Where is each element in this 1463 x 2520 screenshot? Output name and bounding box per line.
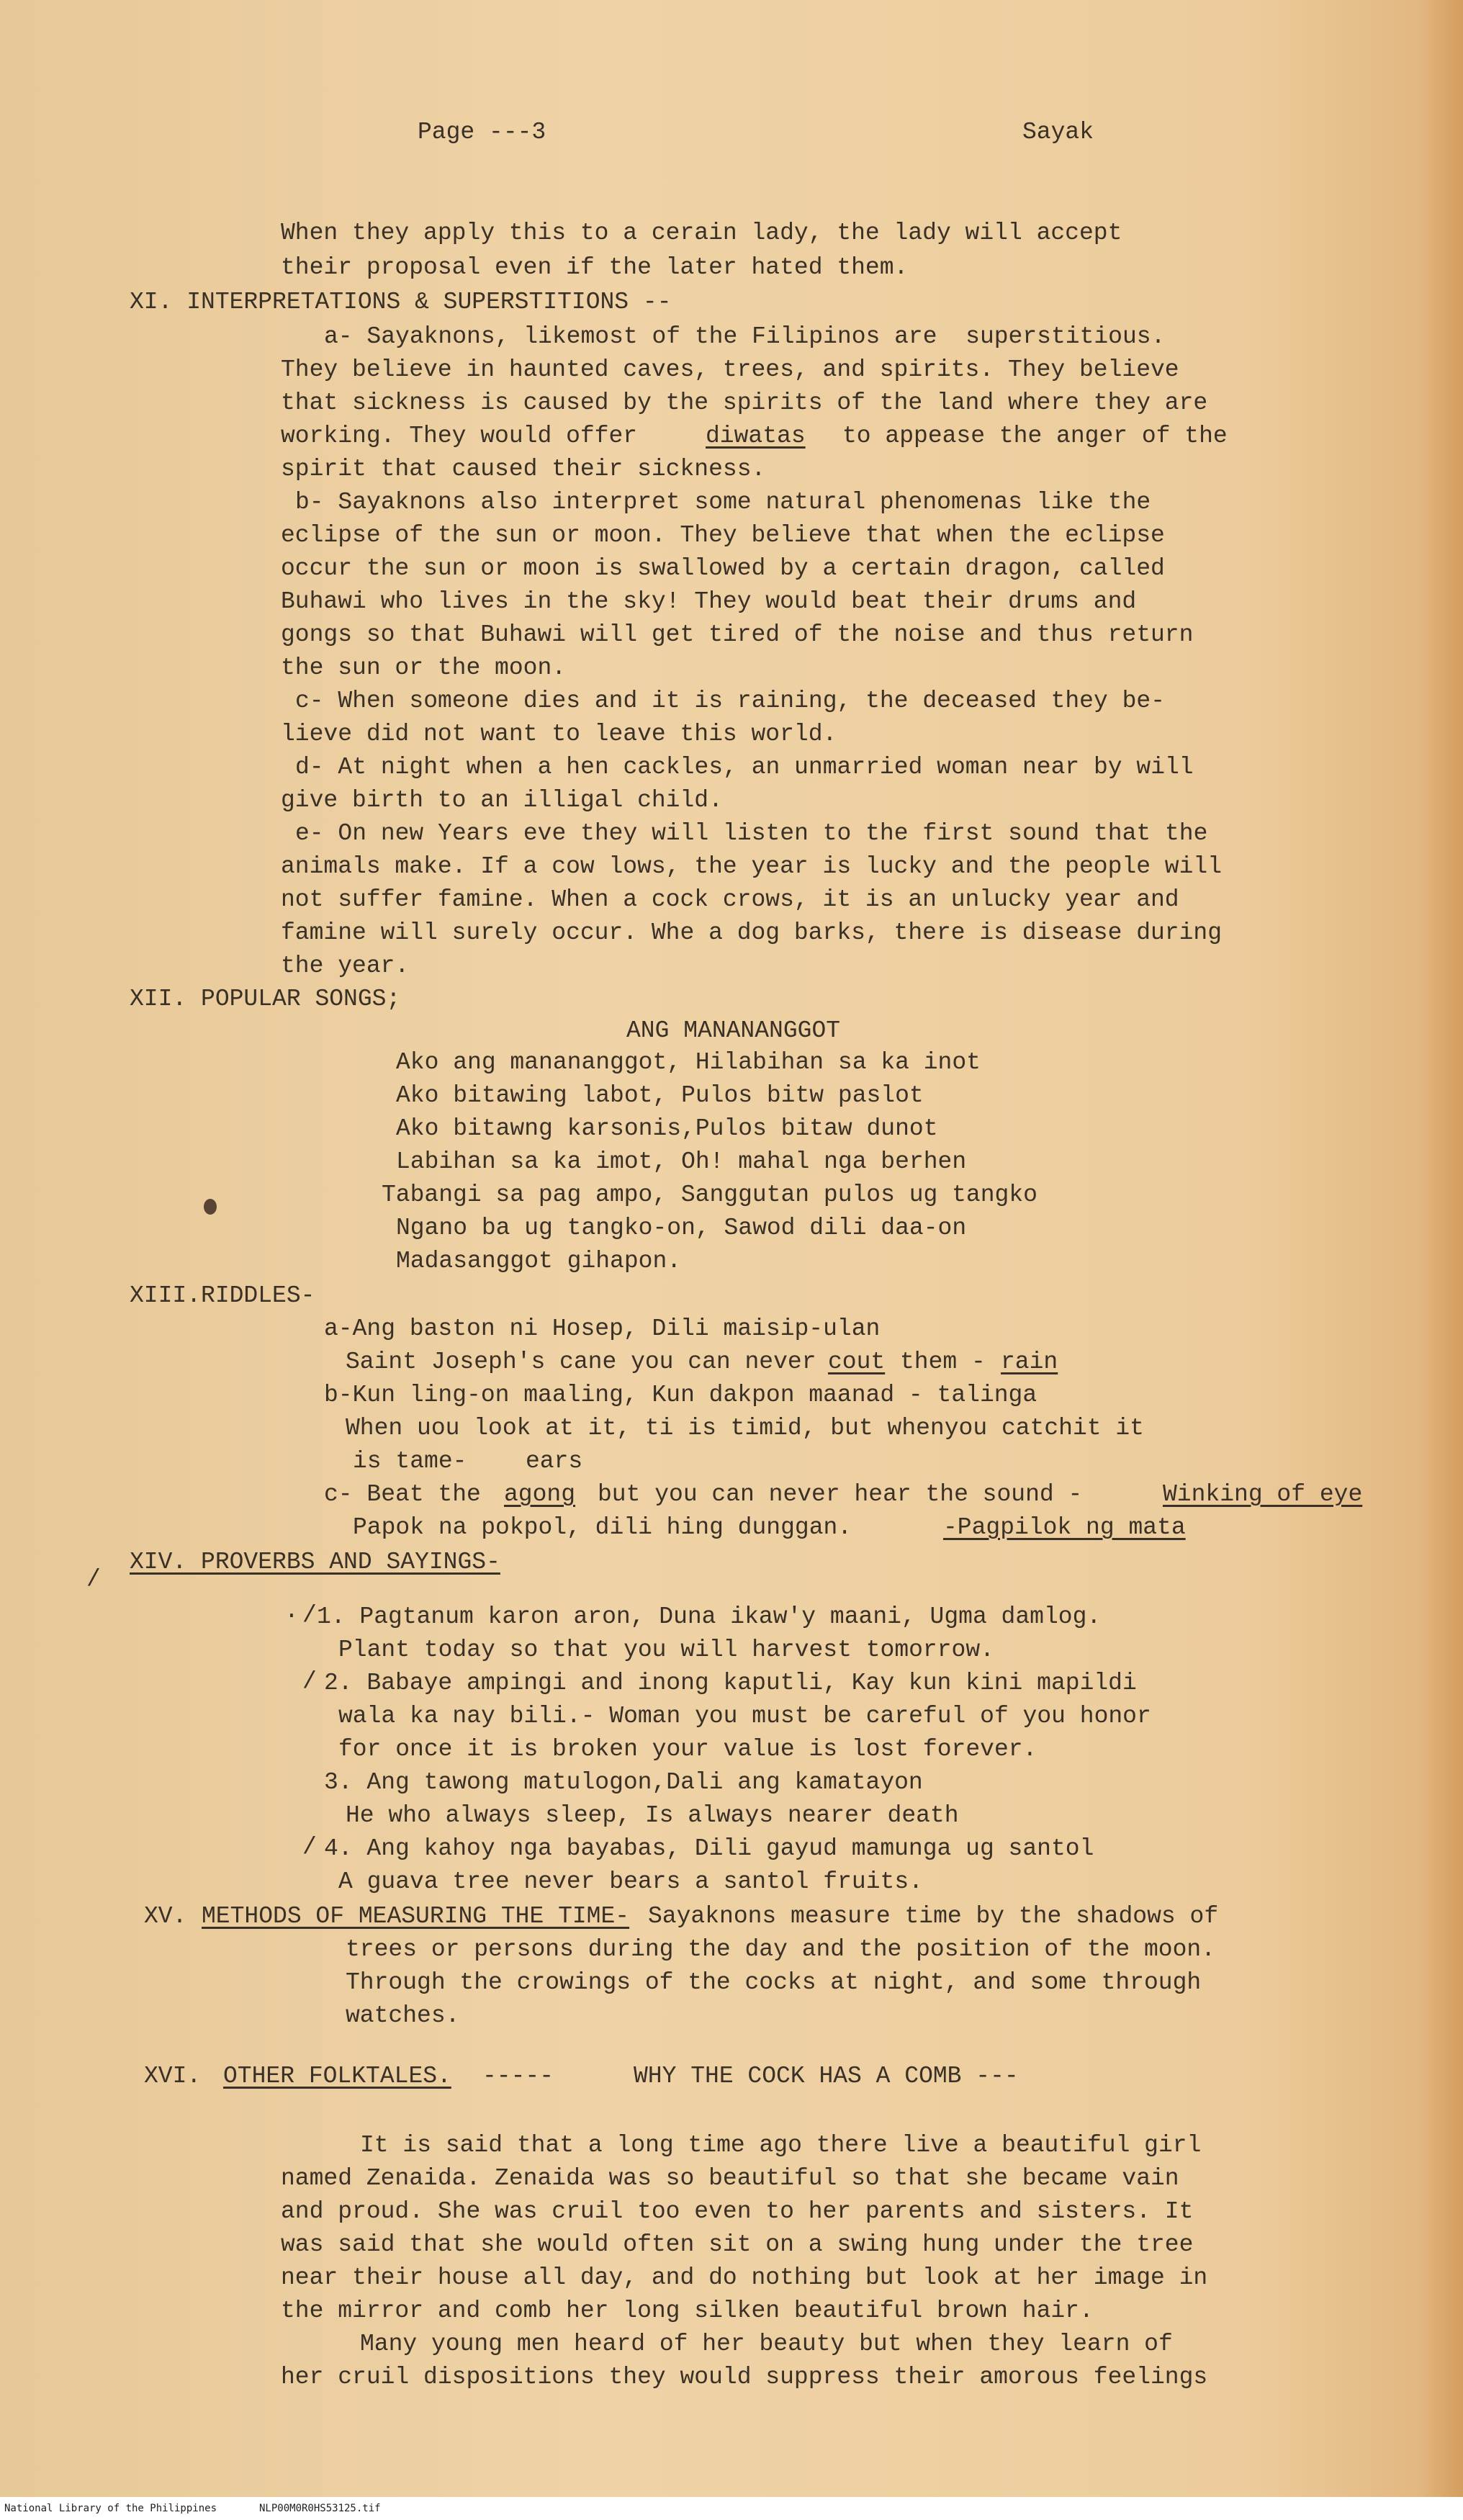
text-line: to appease the anger of the xyxy=(842,423,1228,449)
text-line: 2. Babaye ampingi and inong kaputli, Kay kun kini mapildi xyxy=(324,1670,1137,1696)
paper-stain xyxy=(1420,0,1463,2520)
underlined-word: cout xyxy=(828,1349,886,1375)
text-line: When uou look at it, ti is timid, but whenyou catchit it xyxy=(346,1415,1144,1441)
story-title: WHY THE COCK HAS A COMB --- xyxy=(634,2063,1019,2089)
song-line: Ako bitawng karsonis,Pulos bitaw dunot xyxy=(396,1115,938,1142)
text-line: near their house all day, and do nothing but look at her image in xyxy=(281,2264,1208,2291)
text-line: Plant today so that you will harvest tomorrow. xyxy=(338,1637,994,1663)
text-line: 3. Ang tawong matulogon,Dali ang kamatayon xyxy=(324,1769,923,1796)
song-line: Tabangi sa pag ampo, Sanggutan pulos ug tangko xyxy=(382,1182,1037,1208)
text-line: It is said that a long time ago there live a beautiful girl xyxy=(360,2132,1202,2159)
song-line: Madasanggot gihapon. xyxy=(396,1248,682,1274)
text-line: He who always sleep, Is always nearer death xyxy=(346,1802,959,1829)
section-number: XVI. xyxy=(144,2063,202,2089)
song-line: Ako ang manananggot, Hilabihan sa ka inot xyxy=(396,1049,981,1076)
text-line: the year. xyxy=(281,953,410,979)
section-heading: METHODS OF MEASURING THE TIME- xyxy=(202,1903,630,1930)
text-line: They believe in haunted caves, trees, and spirits. They believe xyxy=(281,356,1179,383)
text-line: watches. xyxy=(346,2002,460,2029)
ink-spot xyxy=(204,1199,217,1215)
text-line: animals make. If a cow lows, the year is lucky and the people will xyxy=(281,853,1223,880)
section-heading: OTHER FOLKTALES. xyxy=(223,2063,451,2089)
section-heading: XIV. PROVERBS AND SAYINGS- xyxy=(130,1549,500,1575)
text-line: famine will surely occur. Whe a dog barks, there is disease during xyxy=(281,919,1223,946)
text-line: give birth to an illigal child. xyxy=(281,787,723,814)
text-line: not suffer famine. When a cock crows, it is an unlucky year and xyxy=(281,886,1179,913)
text-line: working. They would offer xyxy=(281,423,638,449)
check-mark: / xyxy=(302,1668,317,1695)
section-number: XV. xyxy=(144,1903,187,1930)
underlined-word: rain xyxy=(1001,1349,1058,1375)
text-line: Buhawi who lives in the sky! They would beat their drums and xyxy=(281,588,1137,615)
text-line: trees or persons during the day and the position of the moon. xyxy=(346,1936,1215,1963)
text-line: for once it is broken your value is lost forever. xyxy=(338,1736,1037,1763)
text-line: e- On new Years eve they will listen to the first sound that the xyxy=(295,820,1208,847)
underlined-word: diwatas xyxy=(706,423,806,449)
check-mark: / xyxy=(302,1602,317,1629)
text-line: wala ka nay bili.- Woman you must be careful of you honor xyxy=(338,1703,1151,1729)
text-line: is tame- xyxy=(353,1448,467,1475)
text-line: lieve did not want to leave this world. xyxy=(281,721,837,747)
text-line: ----- xyxy=(482,2063,554,2089)
text-line: When they apply this to a cerain lady, the lady will accept xyxy=(281,220,1122,246)
text-line: a-Ang baston ni Hosep, Dili maisip-ulan xyxy=(324,1315,881,1342)
text-line: occur the sun or moon is swallowed by a certain dragon, called xyxy=(281,555,1165,582)
check-mark: / xyxy=(302,1834,317,1860)
text-line: Many young men heard of her beauty but when they learn of xyxy=(360,2331,1173,2357)
text-line: A guava tree never bears a santol fruits. xyxy=(338,1868,923,1895)
scan-footer xyxy=(0,2497,1463,2520)
text-line: 4. Ang kahoy nga bayabas, Dili gayud mamunga ug santol xyxy=(324,1835,1094,1862)
text-line: their proposal even if the later hated them. xyxy=(281,254,909,281)
text-line: named Zenaida. Zenaida was so beautiful so that she became vain xyxy=(281,2165,1179,2192)
section-heading: XII. POPULAR SONGS; xyxy=(130,986,401,1012)
text-line: spirit that caused their sickness. xyxy=(281,456,766,482)
footer-library: National Library of the Philippines xyxy=(4,2503,217,2514)
footer-file: NLP00M0R0HS53125.tif xyxy=(259,2503,381,2514)
text-line: was said that she would often sit on a swing hung under the tree xyxy=(281,2231,1194,2258)
text-line: and proud. She was cruil too even to her parents and sisters. It xyxy=(281,2198,1194,2225)
text-line: ears xyxy=(526,1448,583,1475)
text-line: b- Sayaknons also interpret some natural phenomenas like the xyxy=(295,489,1151,516)
underlined-word: -Pagpilok ng mata xyxy=(943,1514,1186,1541)
text-line: but you can never hear the sound - xyxy=(598,1481,1083,1508)
text-line: Sayaknons measure time by the shadows of xyxy=(648,1903,1219,1930)
text-line: c- When someone dies and it is raining, the deceased they be- xyxy=(295,688,1165,714)
song-title: ANG MANANANGGOT xyxy=(626,1017,841,1044)
text-line: eclipse of the sun or moon. They believe that when the eclipse xyxy=(281,522,1165,549)
text-line: Saint Joseph's cane you can never xyxy=(346,1349,816,1375)
margin-mark: / xyxy=(86,1566,101,1593)
text-line: the sun or the moon. xyxy=(281,654,567,681)
song-line: Ako bitawing labot, Pulos bitw paslot xyxy=(396,1082,924,1109)
text-line: d- At night when a hen cackles, an unmarried woman near by will xyxy=(295,754,1194,780)
text-line: them - xyxy=(900,1349,986,1375)
song-line: Ngano ba ug tangko-on, Sawod dili daa-on xyxy=(396,1215,967,1241)
song-line: Labihan sa ka imot, Oh! mahal nga berhen xyxy=(396,1148,967,1175)
text-line: her cruil dispositions they would suppress their amorous feelings xyxy=(281,2364,1208,2390)
text-line: a- Sayaknons, likemost of the Filipinos are superstitious. xyxy=(324,323,1166,350)
page-number: Page ---3 xyxy=(418,119,546,145)
section-heading: XIII.RIDDLES- xyxy=(130,1282,315,1309)
underlined-word: Winking of eye xyxy=(1163,1481,1363,1508)
section-heading: XI. INTERPRETATIONS & SUPERSTITIONS -- xyxy=(130,289,672,315)
text-line: Through the crowings of the cocks at night, and some through xyxy=(346,1969,1202,1996)
text-line: 1. Pagtanum karon aron, Duna ikaw'y maani, Ugma damlog. xyxy=(317,1603,1102,1630)
text-line: the mirror and comb her long silken beautiful brown hair. xyxy=(281,2298,1094,2324)
text-line: b-Kun ling-on maaling, Kun dakpon maanad - talinga xyxy=(324,1382,1037,1408)
underlined-word: agong xyxy=(504,1481,576,1508)
page-place: Sayak xyxy=(1022,119,1094,145)
text-line: that sickness is caused by the spirits of the land where they are xyxy=(281,390,1208,416)
text-line: c- Beat the xyxy=(324,1481,481,1508)
text-line: Papok na pokpol, dili hing dunggan. xyxy=(353,1514,852,1541)
text-line: gongs so that Buhawi will get tired of the noise and thus return xyxy=(281,621,1194,648)
margin-dot: . xyxy=(284,1598,299,1624)
